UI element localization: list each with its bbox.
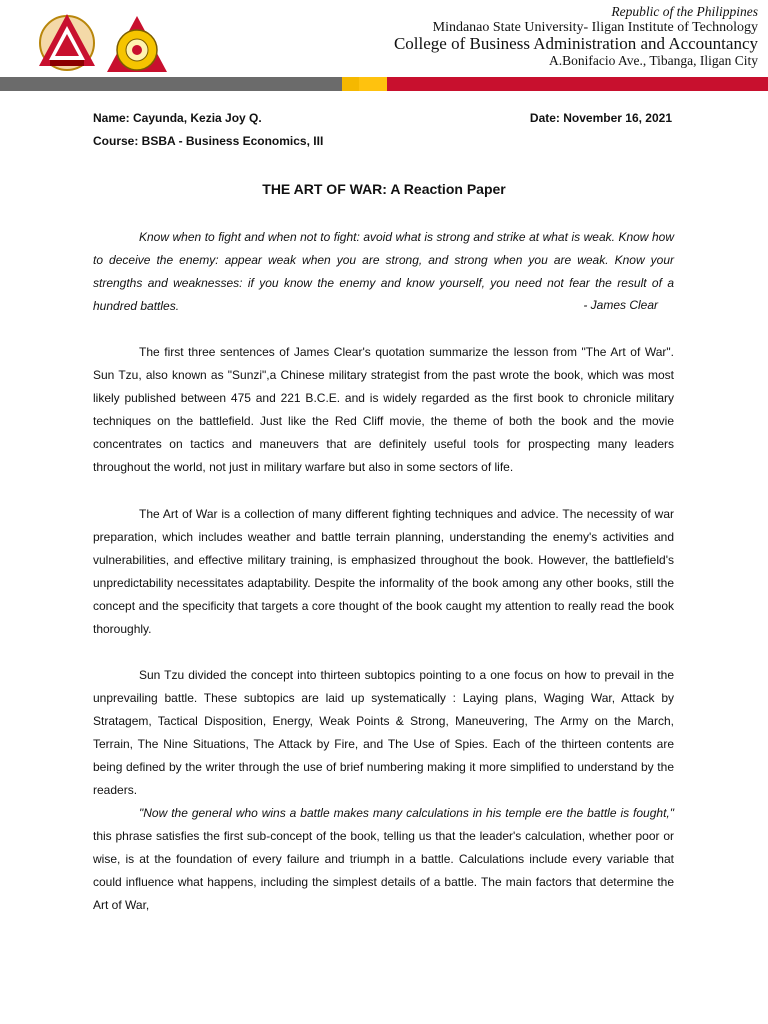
stripe-gray bbox=[0, 77, 342, 91]
paragraph-4 bbox=[93, 802, 674, 917]
paragraph-3: Sun Tzu divided the concept into thirteen subtopics pointing to a one focus on how to prevail in the unprevailing battle. These subtopics are laid up systematically : Laying plans, Waging War, Attack by Stratagem, Tactical Disposition, Energy, Weak Points & Strong, Maneuvering, The Army on the March, Terrain, The Nine Situations, The Attack by Fire, and The Use of Spies. Each of the thirteen contents are being defined by the writer through the use of brief numbering making it more simplified to understand by the readers. bbox=[93, 668, 674, 797]
institution-block bbox=[394, 4, 758, 69]
address-line: A.Bonifacio Ave., Tibanga, Iligan City bbox=[549, 53, 758, 68]
paragraph-4-text: this phrase satisfies the first sub-concept of the book, telling us that the leader's calculation, whether poor or wise, is at the foundation of every failure and triumph in a battle. Calculations include every variable that could influence what happens, including the simplest details of a battle. The main factors that determine the Art of War, bbox=[93, 829, 674, 912]
republic-line: Republic of the Philippines bbox=[611, 4, 758, 19]
cbaa-seal-icon bbox=[106, 14, 168, 74]
course-line: Course: BSBA - Business Economics, III bbox=[93, 134, 324, 148]
paragraph-4-quote: "Now the general who wins a battle makes many calculations in his temple ere the battle is fought," bbox=[139, 806, 674, 820]
student-name: Name: Cayunda, Kezia Joy Q. bbox=[93, 111, 262, 125]
university-name: Mindanao State University- Iligan Institute of Technology bbox=[432, 20, 758, 35]
stripe-red bbox=[387, 77, 768, 91]
letterhead bbox=[0, 0, 768, 92]
paper-title: THE ART OF WAR: A Reaction Paper bbox=[262, 181, 506, 197]
opening-quote: Know when to fight and when not to fight: avoid what is strong and strike at what is weak. Know how to deceive the enemy: appear weak when you are strong, and strong when you are weak. Know your strengths and weaknesses: if you know the enemy and know yourself, you need not fear the result of a hundred battles. bbox=[93, 230, 674, 313]
paragraph-2: The Art of War is a collection of many different fighting techniques and advice. The necessity of war preparation, which includes weather and battle terrain planning, understanding the enemy's activities and vulnerabilities, and effective military training, is emphasized throughout the book. However, the battlefield's unpredictability necessitates adaptability. Despite the informality of the book among any other books, still the concept and the specificity that targets a core thought of the book caught my attention to really read the book thoroughly. bbox=[93, 507, 674, 636]
paper-date: Date: November 16, 2021 bbox=[529, 111, 672, 125]
quote-attribution: - James Clear bbox=[583, 298, 658, 312]
msu-iit-seal-icon bbox=[36, 10, 98, 72]
stripe-gold bbox=[359, 77, 387, 91]
college-name: College of Business Administration and Accountancy bbox=[393, 34, 758, 53]
stripe-gold-dark bbox=[342, 77, 359, 91]
paragraph-1: The first three sentences of James Clear's quotation summarize the lesson from "The Art of War". Sun Tzu, also known as "Sunzi",a Chinese military strategist from the past wrote the book, which was most likely published between 475 and 221 B.C.E. and is widely regarded as the first book to chronicle military techniques on the battlefield. Just like the Red Cliff movie, the theme of both the book and the movie concentrates on tactics and maneuvers that are definitely useful tools for prospecting many leaders throughout the world, not just in military warfare but also in some sectors of life. bbox=[93, 345, 674, 474]
